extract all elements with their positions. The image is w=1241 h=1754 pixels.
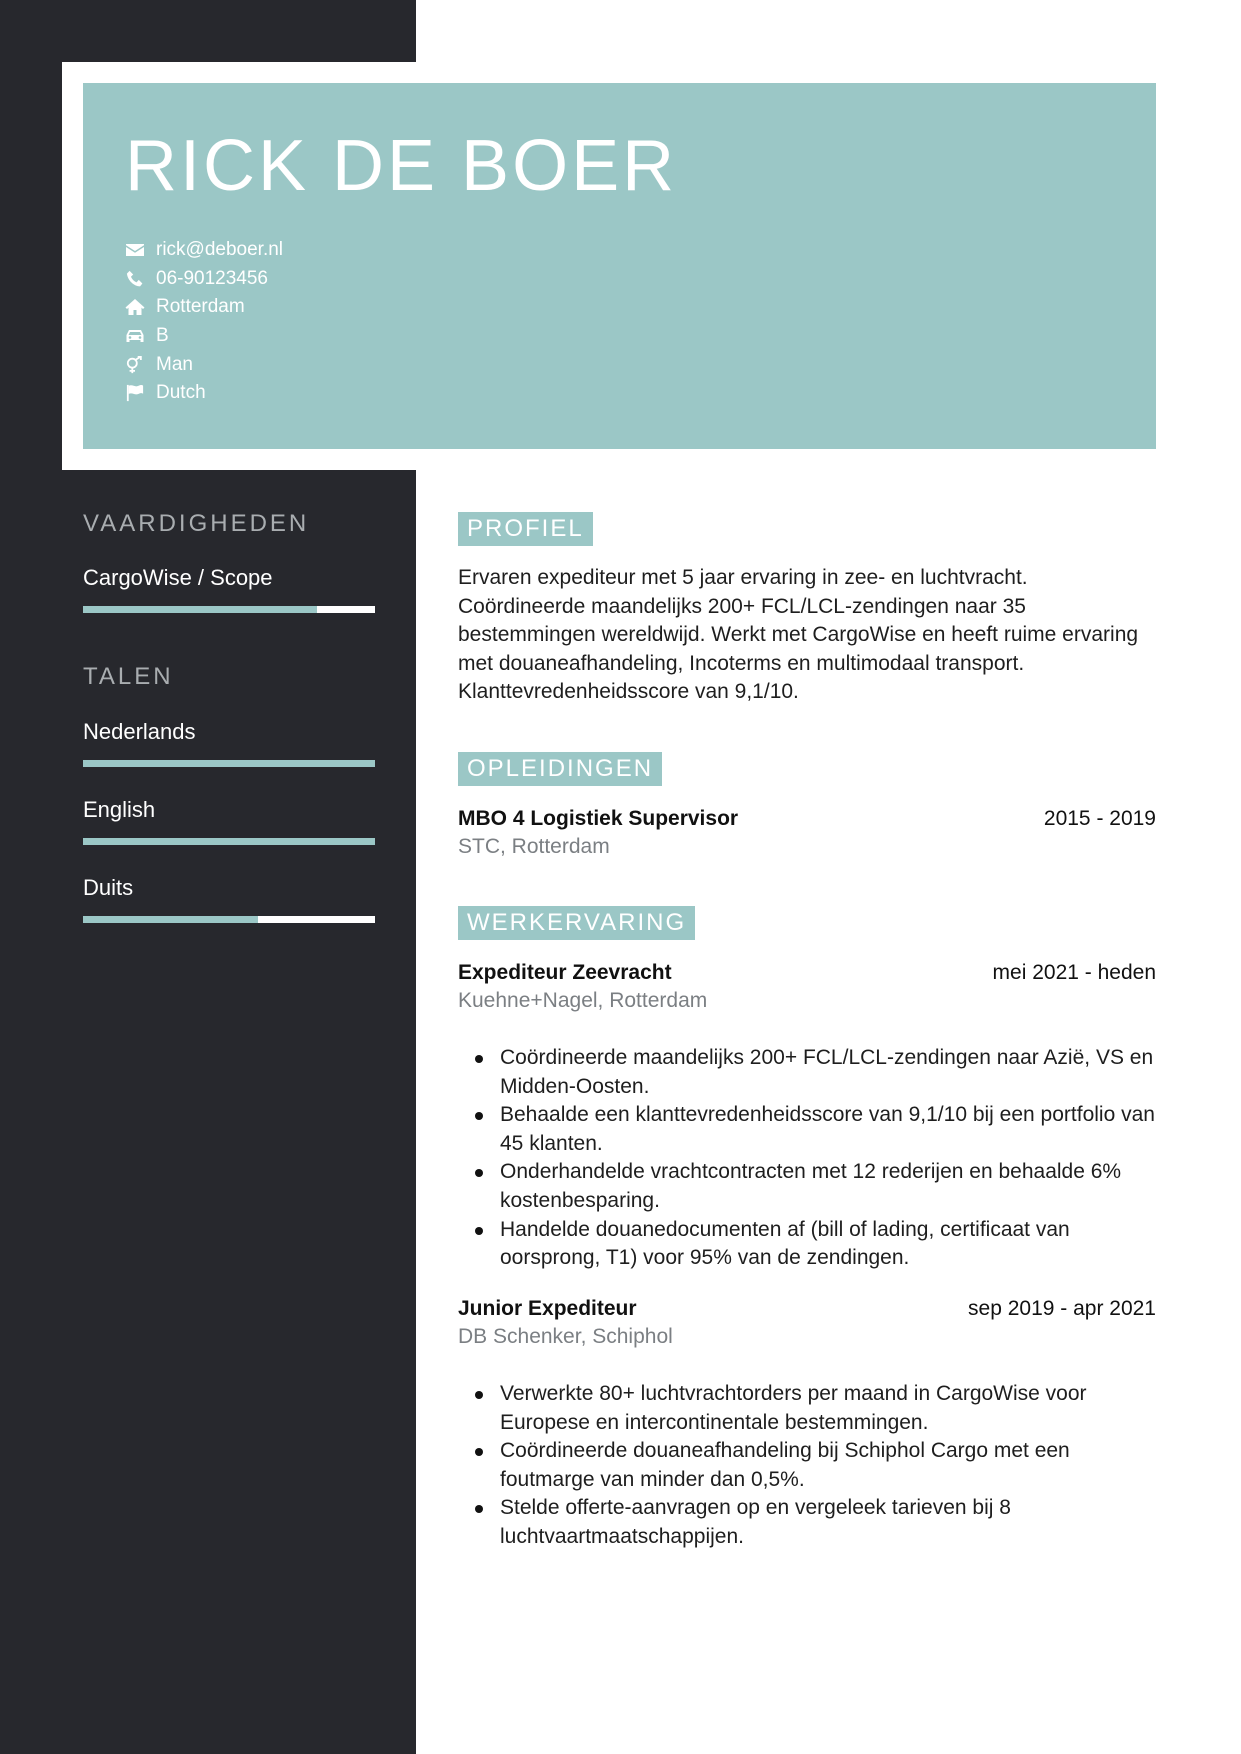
language-bar-english xyxy=(83,838,375,845)
job-company: Kuehne+Nagel, Rotterdam xyxy=(458,989,708,1012)
contact-city xyxy=(125,293,283,322)
contact-gender-text: Man xyxy=(156,353,193,375)
job-company: DB Schenker, Schiphol xyxy=(458,1325,673,1348)
language-bar-nederlands xyxy=(83,760,375,767)
language-label-duits: Duits xyxy=(83,875,134,900)
languages-heading: TALEN xyxy=(83,663,174,690)
bullet-icon xyxy=(475,1169,483,1177)
list-item xyxy=(458,1437,1156,1494)
job-dates: sep 2019 - apr 2021 xyxy=(968,1297,1156,1320)
phone-icon xyxy=(125,269,148,289)
bullet-icon xyxy=(475,1391,483,1399)
job-dates: mei 2021 - heden xyxy=(992,961,1156,984)
contact-license-text: B xyxy=(156,325,169,347)
candidate-name: RICK DE BOER xyxy=(125,126,678,206)
contact-list xyxy=(125,236,283,408)
contact-phone-text: 06-90123456 xyxy=(156,267,268,289)
contact-email xyxy=(125,236,283,265)
contact-email-text: rick@deboer.nl xyxy=(156,239,284,261)
job-entry-header xyxy=(458,959,1156,987)
education-heading: OPLEIDINGEN xyxy=(458,752,662,786)
profile-heading: PROFIEL xyxy=(458,512,593,546)
bullet-icon xyxy=(475,1112,483,1120)
job-bullets xyxy=(458,1380,1156,1552)
skill-label: CargoWise / Scope xyxy=(83,565,273,590)
bullet-icon xyxy=(475,1227,483,1235)
contact-gender xyxy=(125,350,283,379)
education-title: MBO 4 Logistiek Supervisor xyxy=(458,807,739,830)
envelope-icon xyxy=(125,240,148,260)
list-item xyxy=(458,1494,1156,1551)
list-item xyxy=(458,1101,1156,1158)
contact-nationality xyxy=(125,379,283,408)
bullet-text: Verwerkte 80+ luchtvrachtorders per maand in CargoWise voor Europese en intercontinentale bestemmingen. xyxy=(500,1382,1087,1434)
contact-nationality-text: Dutch xyxy=(156,382,206,404)
list-item xyxy=(458,1380,1156,1437)
language-bar-fill xyxy=(83,916,258,923)
bullet-text: Handelde douanedocumenten af (bill of lading, certificaat van oorsprong, T1) voor 95% van de zendingen. xyxy=(500,1217,1070,1270)
gender-icon xyxy=(125,355,148,375)
profile-text: Ervaren expediteur met 5 jaar ervaring in zee- en luchtvracht. Coördineerde maandelijks 200+ FCL/LCL-zendingen naar 35 bestemmingen wereldwijd. Werkt met CargoWise en heeft ruime ervaring met douaneafhandeling, Incoterms en multimodaal transport. Klanttevredenheidsscore van 9,1/10. xyxy=(458,566,1139,704)
education-school: STC, Rotterdam xyxy=(458,835,610,858)
job-entry-header xyxy=(458,1295,1156,1323)
experience-heading: WERKERVARING xyxy=(458,906,695,940)
car-icon xyxy=(125,326,148,346)
list-item xyxy=(458,1158,1156,1215)
header xyxy=(83,83,1156,449)
language-bar-fill xyxy=(83,838,375,845)
list-item xyxy=(458,1044,1156,1101)
contact-license xyxy=(125,322,283,351)
education-dates: 2015 - 2019 xyxy=(1043,807,1156,830)
language-label-nederlands: Nederlands xyxy=(83,719,196,744)
skill-bar xyxy=(83,606,375,613)
bullet-icon xyxy=(475,1505,483,1513)
list-item xyxy=(458,1216,1156,1273)
flag-icon xyxy=(125,383,148,403)
bullet-text: Stelde offerte-aanvragen op en vergeleek tarieven bij 8 luchtvaartmaatschappijen. xyxy=(500,1496,1011,1548)
job-title: Expediteur Zeevracht xyxy=(458,961,672,984)
bullet-icon xyxy=(475,1055,483,1063)
job-title: Junior Expediteur xyxy=(458,1297,637,1320)
contact-phone xyxy=(125,265,283,294)
bullet-text: Behaalde een klanttevredenheidsscore van 9,1/10 bij een portfolio van 45 klanten. xyxy=(500,1103,1155,1155)
bullet-text: Onderhandelde vrachtcontracten met 12 rederijen en behaalde 6% kostenbesparing. xyxy=(500,1160,1122,1212)
skills-heading: VAARDIGHEDEN xyxy=(83,510,310,537)
contact-city-text: Rotterdam xyxy=(156,296,245,318)
language-bar-fill xyxy=(83,760,375,767)
skill-bar-fill xyxy=(83,606,317,613)
home-icon xyxy=(125,297,148,317)
education-entry-header xyxy=(458,805,1156,833)
language-label-english: English xyxy=(83,797,156,822)
job-bullets xyxy=(458,1044,1156,1273)
bullet-icon xyxy=(475,1448,483,1456)
language-bar-duits xyxy=(83,916,375,923)
bullet-text: Coördineerde maandelijks 200+ FCL/LCL-zendingen naar Azië, VS en Midden-Oosten. xyxy=(500,1046,1154,1098)
bullet-text: Coördineerde douaneafhandeling bij Schiphol Cargo met een foutmarge van minder dan 0,5%. xyxy=(500,1439,1070,1491)
